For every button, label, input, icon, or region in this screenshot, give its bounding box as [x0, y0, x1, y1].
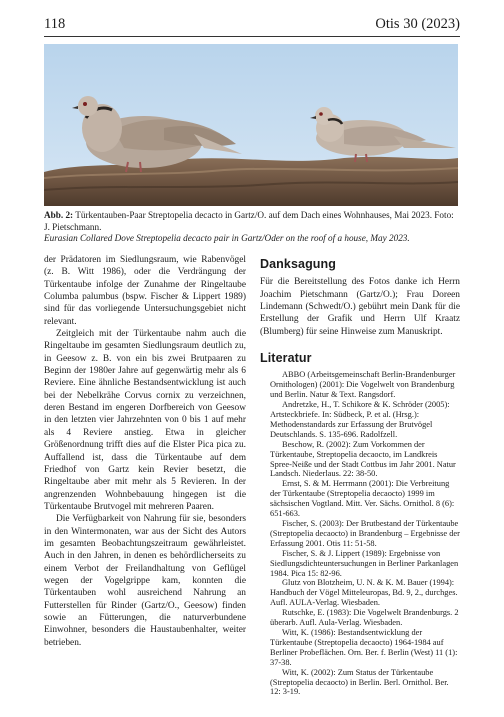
reference-item: Beschow, R. (2002): Zum Vorkommen der Türkentaube, Streptopelia decaocto, im Landkreis Spree-Neiße und der Stadt Cottbus im Jahr 2001. Natur Landsch. Niederlaus. 22: 38-50. [270, 439, 456, 479]
reference-item: Ernst, S. & M. Herrmann (2001): Die Verbreitung der Türkentaube (Streptopelia decaocto) 1999 im sächsischen Vogtland. Mitt. Ver. Sächs. Ornithol. 8 (6): 651-663. [270, 479, 455, 519]
running-header [44, 16, 460, 37]
caption-de-text: Türkentauben-Paar Streptopelia decacto in Gartz/O. auf dem Dach eines Wohnhauses, Mai 2023. Foto: J. Pietschmann. [44, 210, 454, 232]
reference-list [260, 370, 460, 697]
dove-photo [44, 44, 458, 206]
caption-english: Eurasian Collared Dove Streptopelia decacto pair in Gartz/Oder on the roof of a house, May 2023. [44, 233, 410, 244]
caption-german [44, 210, 460, 233]
left-column [44, 254, 246, 649]
caption-label: Abb. 2: [44, 210, 74, 220]
paragraph-1: der Prädatoren im Siedlungsraum, wie Rabenvögel (z. B. Witt 1986), oder die Verdrängung der Türkentaube infolge der Zunahme der Ringeltaube Columba palumbus (bspw. Fischer & Lippert 1989) sind für das vorliegende Untersuchungsgebiet nicht relevant. [44, 255, 246, 327]
reference-item: Fischer, S. & J. Lippert (1989): Ergebnisse von Siedlungsdichteuntersuchungen in Berliner Parkanlagen 1984. Pica 15: 82-96. [270, 548, 459, 578]
paragraph-2: Zeitgleich mit der Türkentaube nahm auch die Ringeltaube im gesamten Siedlungsraum deutlich zu, in Geesow z. B. von ein bis zwei Brutpaaren zu Beginn der 1980er Jahre auf gegenwärtig mehr als 6 Reviere. Eine ähnliche Bestandsentwicklung ist auch bei der Nebelkrähe Corvus cornix zu verzeichnen, deren Bestand im engeren Dorfbereich von Geesow in den letzten vier Jahrzehnten von 0 bis 1 auf mehr als 4 Reviere anstieg. Etwa in gleicher Größenordnung trifft dies auf die Elster Pica pica zu. Auffallend ist, dass die Türkentaube auf dem Friedhof von Gartz kein Revier besetzt, die Ringeltaube aber mit mehr als 5 Revieren. In der angrenzenden Wohnbebauung hingegen ist die Türkentaube Brutvogel mit mehreren Paaren. [44, 329, 246, 512]
reference-item: Witt, K. (1986): Bestandsentwicklung der Türkentaube (Streptopelia decaocto) 1964-1984 auf Berliner Probeflächen. Orn. Ber. f. Berlin (West) 11 (1): 37-38. [270, 627, 458, 667]
literature-heading: Literatur [260, 351, 312, 366]
reference-item: ABBO (Arbeitsgemeinschaft Berlin-Brandenburger Ornithologen) (2001): Die Vogelwelt von Brandenburg und Berlin. Natur & Text. Rangsdorf. [270, 370, 456, 400]
page-number: 118 [44, 16, 66, 32]
right-column [260, 254, 460, 697]
figure-caption [44, 210, 460, 245]
reference-item: Witt, K. (2002): Zum Status der Türkentaube (Streptopelia decaocto) in Berlin. Berl. Ornithol. Ber. 12: 3-19. [270, 667, 449, 697]
reference-item: Andretzke, H., T. Schikore & K. Schröder (2005): Artsteckbriefe. In: Südbeck, P. et al. (Hrsg.): Methodenstandards zur Erfassung der Brutvögel Deutschlands. S. 135-696. Radolfzell. [270, 400, 450, 439]
reference-item: Rutschke, E. (1983): Die Vogelwelt Brandenburgs. 2 überarb. Aufl. Aula-Verlag. Wiesbaden. [270, 608, 459, 628]
reference-item: Glutz von Blotzheim, U. N. & K. M. Bauer (1994): Handbuch der Vögel Mitteleuropas, Bd. 9, 2., durchges. Aufl. AULA-Verlag. Wiesbaden. [270, 578, 458, 608]
paragraph-3: Die Verfügbarkeit von Nahrung für sie, besonders in den Wintermonaten, war aus der Sicht des Autors im gesamten Beobachtungszeitraum gewährleistet. Auch in den Jahren, in denen es behördlicherseits zu einem Verbot der Freilandhaltung von Geflügel wegen der Vogelgrippe kam, konnten die Türkentauben wohl ausreichend Nahrung an Futterstellen für Rinder (Gartz/O., Geesow) finden sowie an Fütterungen, die naturverbundene Einwohner, besonders die Haustaubenhalter, weiter betrieben. [44, 514, 246, 648]
reference-item: Fischer, S. (2003): Der Brutbestand der Türkentaube (Streptopelia decaocto) in Brandenburg – Ergebnisse der Erfassung 2001. Otis 11: 51-58. [270, 519, 460, 548]
thanks-text: Für die Bereitstellung des Fotos danke ich Herrn Joachim Pietschmann (Gartz/O.); Frau Doreen Lindemann (Schwedt/O.) gebührt mein Dank für die Erstellung der Grafik und Herrn Ulf Kraatz (Blumberg) für seine Hinweise zum Manuskript. [260, 277, 460, 337]
journal-title: Otis 30 (2023) [375, 16, 460, 32]
thanks-heading: Danksagung [260, 257, 337, 271]
